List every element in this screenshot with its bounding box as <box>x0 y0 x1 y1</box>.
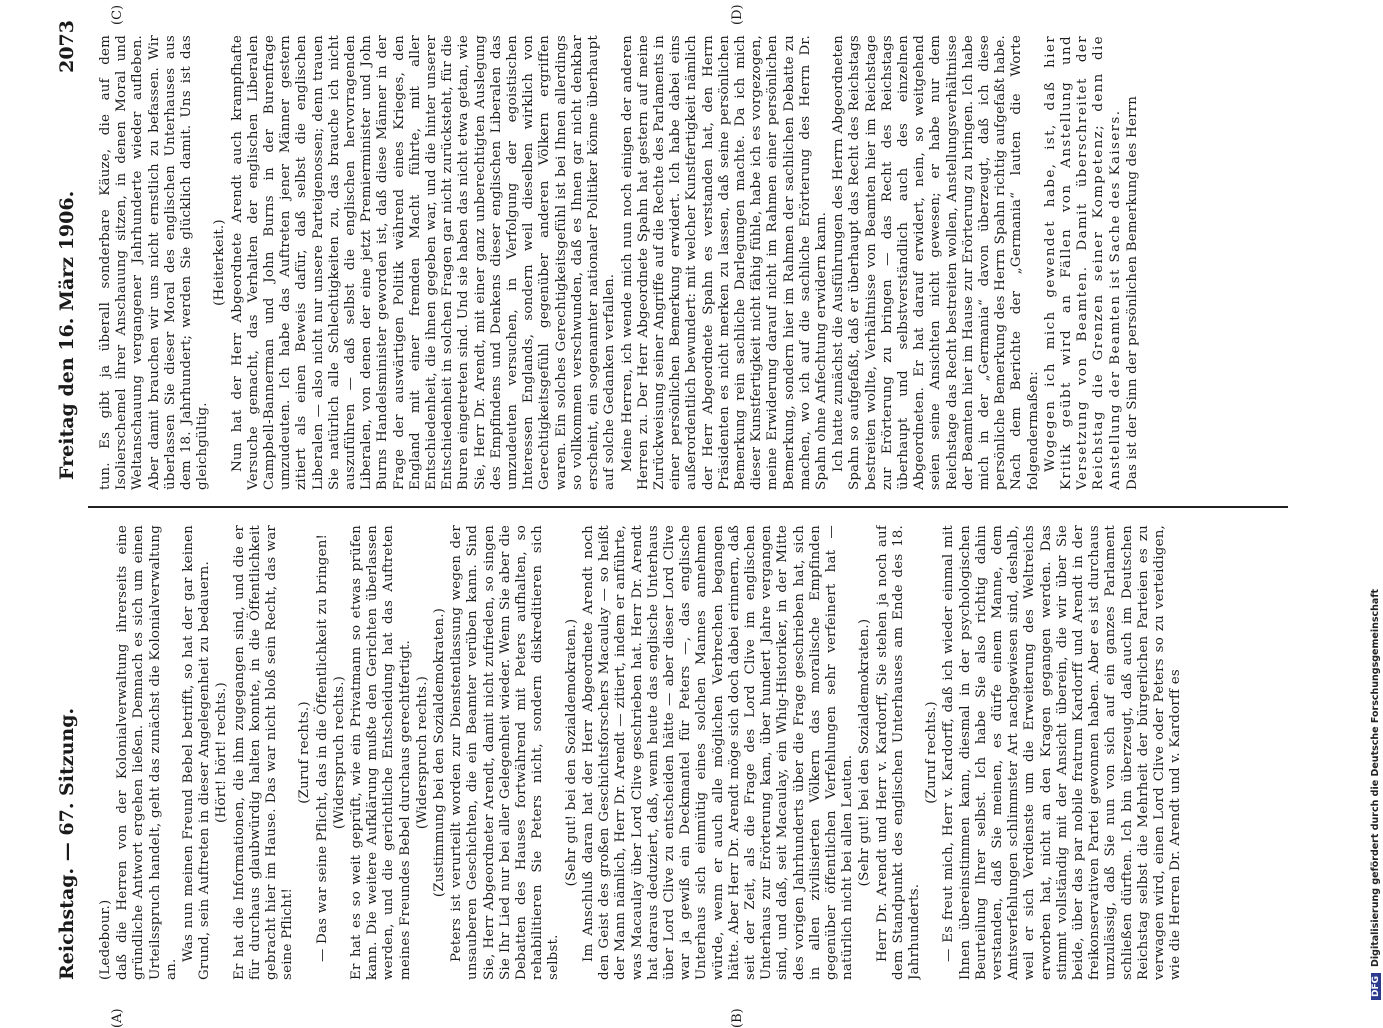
paragraph: Peters ist verurteilt worden zur Dienstentlassung wegen der unsauberen Geschichten, die ein Beamter verüben kann. Sind Sie, Herr Abgeordneter Arendt, damit nicht zufrieden, so singen Sie Ihr Lied nur bei aller Gelegenheit wieder. Wenn Sie aber die Debatten des Hauses fortwährend mit Peters aufhalten, so rehabilitieren Sie Peters nicht, sondern diskreditieren sich selbst. <box>449 525 562 980</box>
paragraph: Ich hatte zunächst die Ausführungen des Herrn Abgeordneten Spahn so aufgefaßt, daß er überhaupt das Recht des Reichstags bestreiten wollte, Verhältnisse von Beamten hier im Reichstage zur Erörterung zu bringen — das Recht des Reichstags überhaupt und selbstverständlich auch des einzelnen Abgeordneten. Er hat darauf erwidert, nein, so weitgehend seien seine Ansichten nicht gewesen; er habe nur dem Reichstage das Recht bestreiten wollen, Anstellungsverhältnisse der Beamten hier im Hause zur Erörterung zu bringen. Ich habe mich in der „Germania“ davon überzeugt, daß ich diese persönliche Bemerkung des Herrn Spahn richtig aufgefaßt habe. Nach dem Berichte der „Germania“ lauten die Worte folgendermaßen: <box>831 35 1041 490</box>
interjection: (Zuruf rechts.) <box>924 701 940 804</box>
paragraph: daß die Herren von der Kolonialverwaltung ihrerseits eine gründliche Antwort ergehen ließen. Demnach es sich um einen Urteilsspruch handelt, geht das zunächst die Kolonialverwaltung an. <box>115 525 179 980</box>
paragraph: — Es freut mich, Herr v. Kardorff, daß ich wieder einmal mit Ihnen übereinstimmen kann, diesmal in der psychologischen Beurteilung Ihrer selbst. Ich habe Sie also richtig dahin verstanden, daß Sie meinen, es dürfe einem Manne, dem Amtsverfehlungen schlimmster Art nachgewiesen sind, deshalb, weil er sich Verdienste um die Erweiterung des Weltreichs erworben hat, nicht an den Kragen gegangen werden. Das stimmt vollständig mit der Ansicht überein, die wir über Sie beide, über das par nobile fratrum Kardorff und Arendt in der freikonservativen Partei gewonnen haben. Aber es ist durchaus unzulässig, daß Sie nun von sich auf ein ganzes Parlament schließen dürften. Ich bin überzeugt, daß auch im Deutschen Reichstag selbst die Mehrheit der bürgerlichen Parteien es zu verwagen wird, einen Lord Clive oder Peters so zu verteidigen, wie die Herren Dr. Arendt und v. Kardorff es <box>941 525 1184 980</box>
paragraph: Meine Herren, ich wende mich nun noch einigen der anderen Herren zu. Der Herr Abgeordnete Spahn hat gestern auf meine Zurückweisung seiner Angriffe auf die Rechte des Parlaments in einer persönlichen Bemerkung erwidert. Ich habe dabei eins außerordentlich bewundert: mit welcher Kunstfertigkeit nämlich der Herr Abgeordnete Spahn es verstanden hat, den Herrn Präsidenten es nicht merken zu lassen, daß seine persönlichen Bemerkung rein sachliche Darlegungen machte. Da ich mich dieser Kunstfertigkeit nicht fähig fühle, habe ich es vorgezogen, meine Erwiderung darauf nicht im Rahmen einer persönlichen Bemerkung, sondern hier im Rahmen der sachlichen Debatte zu machen, wo ich auf die sachliche Erörterung des Herrn Dr. Spahn ohne Anfechtung erwidern kann. <box>619 35 829 490</box>
header-session: Reichstag. — 67. Sitzung. <box>56 707 78 980</box>
paragraph: tun. Es gibt ja überall sonderbare Käuze, die auf dem Isolierschemel ihrer Anschauung sitzen, in denen Moral und Weltanschauung vergangener Jahrhunderte wieder aufleben. Aber damit brauchen wir uns nicht ernstlich zu befassen. Wir überlassen Sie dieser Moral des englischen Unterhauses aus dem 18. Jahrhundert; werden Sie glücklich damit. Uns ist das gleichgültig. <box>98 35 211 490</box>
speaker-label: (Ledebour.) <box>98 899 113 980</box>
paragraph: Er hat es so weit geprüft, wie ein Privatmann so etwas prüfen kann. Die weitere Aufklärung mußte den Gerichten überlassen werden, und die gerichtliche Entscheidung hat das Auftreten meines Freundes Bebel durchaus gerechtfertigt. <box>349 525 413 980</box>
paragraph: Herr Dr. Arendt und Herr v. Kardorff, Sie stehen ja noch auf dem Standpunkt des englischen Unterhauses am Ende des 18. Jahrhunderts. <box>874 525 922 980</box>
interjection: (Hört! hört! rechts.) <box>214 682 230 823</box>
interjection: (Zuruf rechts.) <box>297 701 313 804</box>
header-date: Freitag den 16. März 1906. <box>56 190 78 480</box>
digitization-note: Digitalisierung gefördert durch die Deutsche Forschungsgemeinschaft <box>1370 589 1381 967</box>
dfg-logo: DFG <box>1371 973 1381 1000</box>
marker-b: (B) <box>730 1008 745 1028</box>
digitization-credit <box>1370 10 1383 1000</box>
interjection: (Sehr gut! bei den Sozialdemokraten.) <box>857 618 873 887</box>
paragraph: — Das war seine Pflicht, das in die Öffentlichkeit zu bringen! <box>314 533 330 962</box>
right-column <box>98 35 1298 490</box>
page-header <box>50 20 90 980</box>
paragraph: Er hat die Informationen, die ihm zugegangen sind, und die er für durchaus glaubwürdig halten konnte, in die Öffentlichkeit gebracht hier im Hause. Das war nicht bloß sein Recht, das war seine Pflicht! <box>231 525 296 980</box>
column-divider <box>88 506 1288 508</box>
paragraph: Was nun meinen Freund Bebel betrifft, so hat der gar keinen Grund, sein Auftreten in dieser Angelegenheit zu bedauern. <box>181 525 213 980</box>
interjection: (Zustimmung bei den Sozialdemokraten.) <box>432 607 448 898</box>
paragraph: Das ist der Sinn der persönlichen Bemerkung des Herrn <box>1124 95 1140 490</box>
marker-d: (D) <box>730 4 745 25</box>
marker-a: (A) <box>110 1008 125 1028</box>
paragraph: Nun hat der Herr Abgeordnete Arendt auch krampfhafte Versuche gemacht, das Verhalten der englischen Liberalen Campbell-Bannerman und John Burns in der Burenfrage umzudeuten. Ich habe das Auftreten jener Männer gestern zitiert als einen Beweis dafür, daß selbst die englischen Liberalen — also nicht nur unsere Parteigenossen; denn trauen Sie natürlich alle Schlechtigkeiten zu, das brauche ich nicht auszuführen — daß selbst die englischen hervorragenden Liberalen, von denen der eine jetzt Premierminister und John Burns Handelsminister geworden ist, daß diese Männer in der Frage der auswärtigen Politik während eines Krieges, den England mit einer fremden Macht führte, mit aller Entschiedenheit, die ihnen gegeben war, und die hinter unserer Entschiedenheit in solchen Fragen gar nicht zurücksteht, für die Buren eingetreten sind. Und sie haben das nicht etwa getan, wie Sie, Herr Dr. Arendt, mit einer ganz unberechtigten Auslegung des Empfindens und Denkens dieser englischen Liberalen das umzudeuten versuchen, in Verfolgung der egoistischen Interessen Englands, sondern weil dieselben wirklich von Gerechtigkeitsgefühl gegenüber anderen Völkern ergriffen waren. Ein solches Gerechtigkeitsgefühl ist bei Ihnen allerdings so vollkommen verschwunden, daß es Ihnen gar nicht denkbar erscheint, ein sogenannter nationaler Politiker könne überhaupt auf solche Gedanken verfallen. <box>229 35 618 490</box>
interjection: (Widerspruch rechts.) <box>414 675 430 830</box>
interjection: (Heiterkeit.) <box>212 219 228 306</box>
marker-c: (C) <box>110 4 125 25</box>
quotation: Wogegen ich mich gewendet habe, ist, daß hier Kritik geübt wird an Fällen von Anstellung und Versetzung von Beamten. Damit überschreitet der Reichstag die Grenzen seiner Kompetenz; denn die Anstellung der Beamten ist Sache des Kaisers. <box>1042 35 1123 490</box>
page-number: 2073 <box>56 20 78 73</box>
paragraph: Im Anschluß daran hat der Herr Abgeordnete Arendt noch den Geist des großen Geschichtsforschers Macaulay — so heißt der Mann nämlich, Herr Dr. Arendt — zitiert, indem er anführte, was Macaulay über Lord Clive geschrieben hat. Herr Dr. Arendt hat daraus deduziert, daß, wenn heute das englische Unterhaus über Lord Clive zu entscheiden hätte — aber dieser Lord Clive war ja gewiß ein Deckmantel für Peters —, das englische Unterhaus sich einmütig eines solchen Mannes annehmen würde, wenn er auch alle möglichen Verbrechen begangen hätte. Aber Herr Dr. Arendt möge sich doch dabei erinnern, daß seit der Zeit, als die Frage des Lord Clive im englischen Unterhaus zur Erörterung kam, über hundert Jahre vergangen sind, und daß, seit Macaulay, ein Whig-Historiker, in der Mitte des vorigen Jahrhunderts über die Frage geschrieben hat, sich in allen zivilisierten Völkern das moralische Empfinden gegenüber öffentlichen Verfehlungen sehr verfeinert hat — natürlich nicht bei allen Leuten. <box>580 525 856 980</box>
left-column <box>98 525 1298 980</box>
rotated-newspaper-page <box>40 0 1340 1028</box>
interjection: (Widerspruch rechts.) <box>331 675 347 830</box>
interjection: (Sehr gut! bei den Sozialdemokraten.) <box>563 618 579 887</box>
